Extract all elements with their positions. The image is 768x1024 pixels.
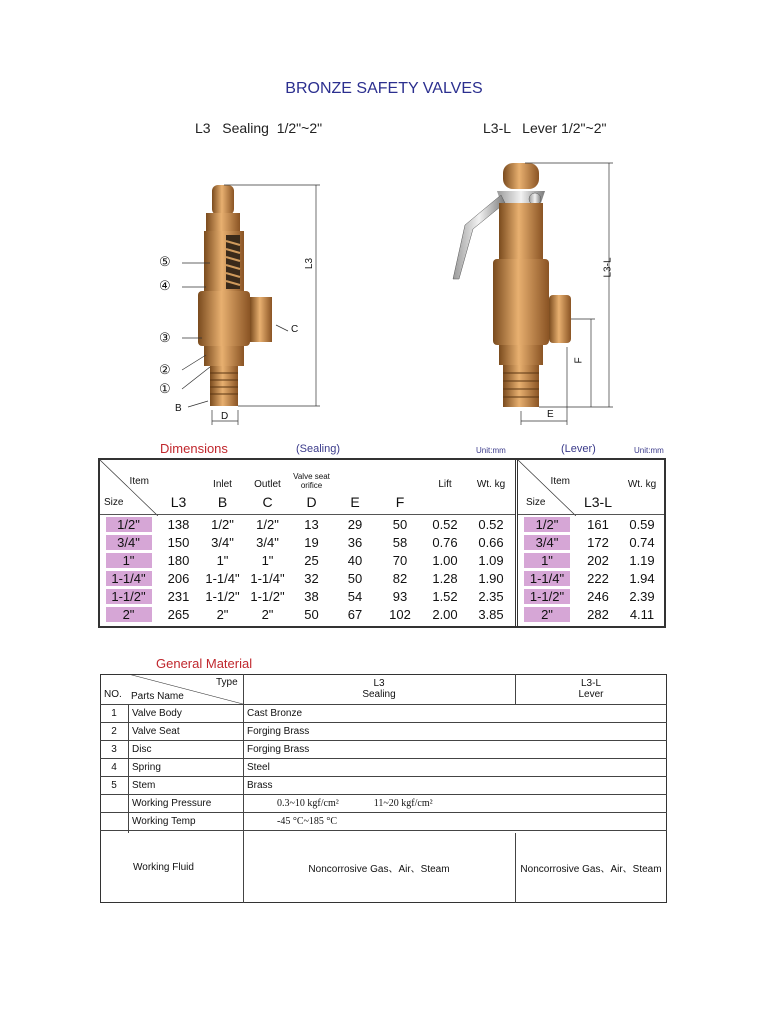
cell: 1.52 bbox=[432, 588, 458, 604]
cell: 1.19 bbox=[629, 552, 655, 568]
cell: 1/2" bbox=[211, 516, 234, 532]
cell: 2.39 bbox=[629, 588, 655, 604]
material-table bbox=[100, 705, 667, 831]
l3-header: L3 bbox=[170, 494, 187, 510]
cell: 93 bbox=[392, 588, 408, 604]
table-row bbox=[100, 605, 515, 623]
table-row bbox=[518, 587, 664, 605]
callout-3: ③ bbox=[159, 330, 171, 345]
callout-5: ⑤ bbox=[159, 254, 171, 269]
size-cell: 2" bbox=[524, 607, 570, 622]
lift-header: Lift bbox=[438, 479, 452, 490]
cell: 3 bbox=[100, 741, 128, 759]
inlet-header: Inlet bbox=[213, 479, 232, 490]
cell: 5 bbox=[100, 777, 128, 795]
callout-4: ④ bbox=[159, 278, 171, 293]
item-header-cell bbox=[100, 460, 157, 490]
size-cell: 1-1/4" bbox=[106, 571, 152, 586]
unit-label-right: Unit:mm bbox=[634, 446, 664, 455]
cell: 50 bbox=[347, 570, 363, 586]
cell: 0.76 bbox=[432, 534, 458, 550]
cell: 29 bbox=[347, 516, 363, 532]
d-header: D bbox=[306, 494, 317, 510]
size-cell: 1-1/2" bbox=[524, 589, 570, 604]
size-cell: 1" bbox=[106, 553, 152, 568]
dim-label-d: D bbox=[221, 411, 229, 422]
table-row bbox=[100, 515, 515, 534]
table-row bbox=[100, 759, 667, 777]
cell: 82 bbox=[392, 570, 408, 586]
cell: 161 bbox=[587, 516, 609, 532]
size-cell: 1-1/4" bbox=[524, 571, 570, 586]
size-cell: 2" bbox=[106, 607, 152, 622]
cell: 1.90 bbox=[478, 570, 504, 586]
sealing-label: Sealing bbox=[362, 689, 396, 700]
cell: 3.85 bbox=[478, 606, 504, 622]
size-header: Size bbox=[104, 496, 124, 508]
table-row bbox=[100, 705, 667, 723]
fluid-label: Working Fluid bbox=[133, 862, 194, 873]
cell: 3/4" bbox=[211, 534, 234, 550]
l3-label: L3 bbox=[373, 678, 385, 689]
cell: 0.59 bbox=[629, 516, 655, 532]
pressure-lever: 11~20 kgf/cm² bbox=[373, 798, 433, 809]
cell: 2.35 bbox=[478, 588, 504, 604]
cell: 0.74 bbox=[629, 534, 655, 550]
unit-label-left: Unit:mm bbox=[476, 446, 506, 455]
dim-label-b: B bbox=[175, 403, 182, 414]
page-title: BRONZE SAFETY VALVES bbox=[285, 80, 483, 97]
cell: Spring bbox=[128, 759, 243, 777]
l3l-lever-header bbox=[515, 678, 667, 700]
cell: 1" bbox=[261, 552, 274, 568]
cell: 70 bbox=[392, 552, 408, 568]
cell: 2.00 bbox=[432, 606, 458, 622]
size-cell: 1-1/2" bbox=[106, 589, 152, 604]
table-row bbox=[100, 741, 667, 759]
l3-sealing-header bbox=[243, 678, 515, 700]
cell: 1-1/4" bbox=[205, 570, 240, 586]
cell: Valve Body bbox=[128, 705, 243, 723]
dim-label-e: E bbox=[547, 409, 554, 420]
table-row bbox=[100, 533, 515, 551]
cell: 1.09 bbox=[478, 552, 504, 568]
pressure-values bbox=[243, 795, 667, 813]
cell: Stem bbox=[128, 777, 243, 795]
cell: 50 bbox=[392, 516, 408, 532]
left-model-title: L3 Sealing 1/2"~2" bbox=[195, 120, 323, 136]
cell: Forging Brass bbox=[243, 723, 667, 741]
cell: 0.52 bbox=[432, 516, 458, 532]
no-header: NO. bbox=[104, 689, 122, 700]
valve-seat-header: Valve seat orifice bbox=[293, 472, 330, 490]
weight-header: Wt. kg bbox=[476, 479, 506, 490]
dim-label-l3l: L3-L bbox=[602, 257, 614, 278]
table-row bbox=[518, 605, 664, 623]
temp-label: Working Temp bbox=[128, 813, 243, 831]
cell: 202 bbox=[587, 552, 609, 568]
cell: 40 bbox=[347, 552, 363, 568]
right-model-title: L3-L Lever 1/2"~2" bbox=[483, 120, 607, 136]
cell: 4.11 bbox=[629, 606, 655, 622]
table-row bbox=[518, 533, 664, 551]
cell: 102 bbox=[389, 606, 411, 622]
dim-label-l3: L3 bbox=[304, 257, 316, 270]
size-cell: 3/4" bbox=[106, 535, 152, 550]
lever-item-header: Item bbox=[550, 476, 570, 487]
lever-subheading: (Lever) bbox=[561, 443, 596, 455]
table-row bbox=[518, 551, 664, 569]
sealing-subheading: (Sealing) bbox=[296, 443, 341, 455]
cell: 36 bbox=[347, 534, 363, 550]
cell: 231 bbox=[167, 588, 190, 604]
cell: 1 bbox=[100, 705, 128, 723]
cell: 67 bbox=[347, 606, 363, 622]
c-header: C bbox=[262, 494, 273, 510]
size-cell: 3/4" bbox=[524, 535, 570, 550]
fluid-sealing: Noncorrosive Gas、Air、Steam bbox=[308, 864, 450, 875]
cell: 1.28 bbox=[432, 570, 458, 586]
cell: 282 bbox=[587, 606, 609, 622]
cell: Brass bbox=[243, 777, 667, 795]
cell: 1-1/4" bbox=[250, 570, 285, 586]
fluid-lever: Noncorrosive Gas、Air、Steam bbox=[520, 864, 662, 875]
cell: 58 bbox=[392, 534, 408, 550]
type-header: Type bbox=[216, 677, 238, 688]
cell: 2" bbox=[261, 606, 274, 622]
cell: 54 bbox=[347, 588, 363, 604]
cell: 180 bbox=[167, 552, 190, 568]
cell: 19 bbox=[304, 534, 319, 550]
dimensions-heading: Dimensions bbox=[160, 441, 228, 456]
table-row bbox=[100, 795, 667, 813]
lever-size-header: Size bbox=[526, 496, 546, 508]
dim-label-f: F bbox=[573, 357, 585, 364]
table-row bbox=[100, 569, 515, 587]
table-row bbox=[518, 515, 664, 534]
cell: 172 bbox=[587, 534, 609, 550]
cell: 265 bbox=[167, 606, 190, 622]
outlet-header: Outlet bbox=[254, 479, 281, 490]
lever-valve-diagram bbox=[445, 155, 625, 430]
cell: 0.52 bbox=[478, 516, 504, 532]
e-header: E bbox=[350, 494, 360, 510]
table-row bbox=[100, 551, 515, 569]
cell: 138 bbox=[167, 516, 190, 532]
cell: 32 bbox=[304, 570, 319, 586]
pressure-label: Working Pressure bbox=[128, 795, 243, 813]
cell: 50 bbox=[304, 606, 319, 622]
size-cell: 1" bbox=[524, 553, 570, 568]
cell: 13 bbox=[304, 516, 319, 532]
size-cell: 1/2" bbox=[524, 517, 570, 532]
parts-name-header: Parts Name bbox=[131, 691, 184, 702]
cell: 2 bbox=[100, 723, 128, 741]
table-row bbox=[100, 587, 515, 605]
cell: 1.00 bbox=[432, 552, 458, 568]
table-row bbox=[518, 569, 664, 587]
general-material-heading: General Material bbox=[156, 656, 253, 671]
l3l-label: L3-L bbox=[580, 678, 601, 689]
size-cell: 1/2" bbox=[106, 517, 152, 532]
b-header: B bbox=[217, 494, 228, 510]
cell: Forging Brass bbox=[243, 741, 667, 759]
cell: 38 bbox=[304, 588, 319, 604]
cell: 1" bbox=[216, 552, 229, 568]
table-row bbox=[100, 777, 667, 795]
cell: 3/4" bbox=[256, 534, 279, 550]
cell: 246 bbox=[587, 588, 609, 604]
pressure-sealing: 0.3~10 kgf/cm² bbox=[277, 798, 339, 809]
sealing-valve-diagram bbox=[150, 175, 330, 430]
lever-weight-header: Wt. kg bbox=[627, 479, 657, 490]
callout-2: ② bbox=[159, 362, 171, 377]
cell: 2" bbox=[216, 606, 229, 622]
lever-label: Lever bbox=[578, 689, 604, 700]
cell: 0.66 bbox=[478, 534, 504, 550]
callout-1: ① bbox=[159, 381, 171, 396]
table-row bbox=[100, 723, 667, 741]
temp-value: -45 °C~185 °C bbox=[243, 813, 667, 831]
f-header: F bbox=[395, 494, 405, 510]
cell: Cast Bronze bbox=[243, 705, 667, 723]
cell: 1-1/2" bbox=[205, 588, 240, 604]
cell: 206 bbox=[167, 570, 190, 586]
cell: 4 bbox=[100, 759, 128, 777]
cell: 1-1/2" bbox=[250, 588, 285, 604]
table-row bbox=[100, 813, 667, 831]
cell: 1/2" bbox=[256, 516, 279, 532]
dim-label-c: C bbox=[291, 324, 299, 335]
sealing-dimensions-table bbox=[100, 460, 515, 623]
lever-dimensions-table bbox=[518, 460, 664, 623]
l3l-header: L3-L bbox=[583, 494, 613, 510]
cell: Steel bbox=[243, 759, 667, 777]
cell: 1.94 bbox=[629, 570, 655, 586]
cell: 222 bbox=[587, 570, 609, 586]
cell: Valve Seat bbox=[128, 723, 243, 741]
cell: 25 bbox=[304, 552, 319, 568]
cell: Disc bbox=[128, 741, 243, 759]
item-header: Item bbox=[129, 476, 149, 487]
cell: 150 bbox=[167, 534, 190, 550]
